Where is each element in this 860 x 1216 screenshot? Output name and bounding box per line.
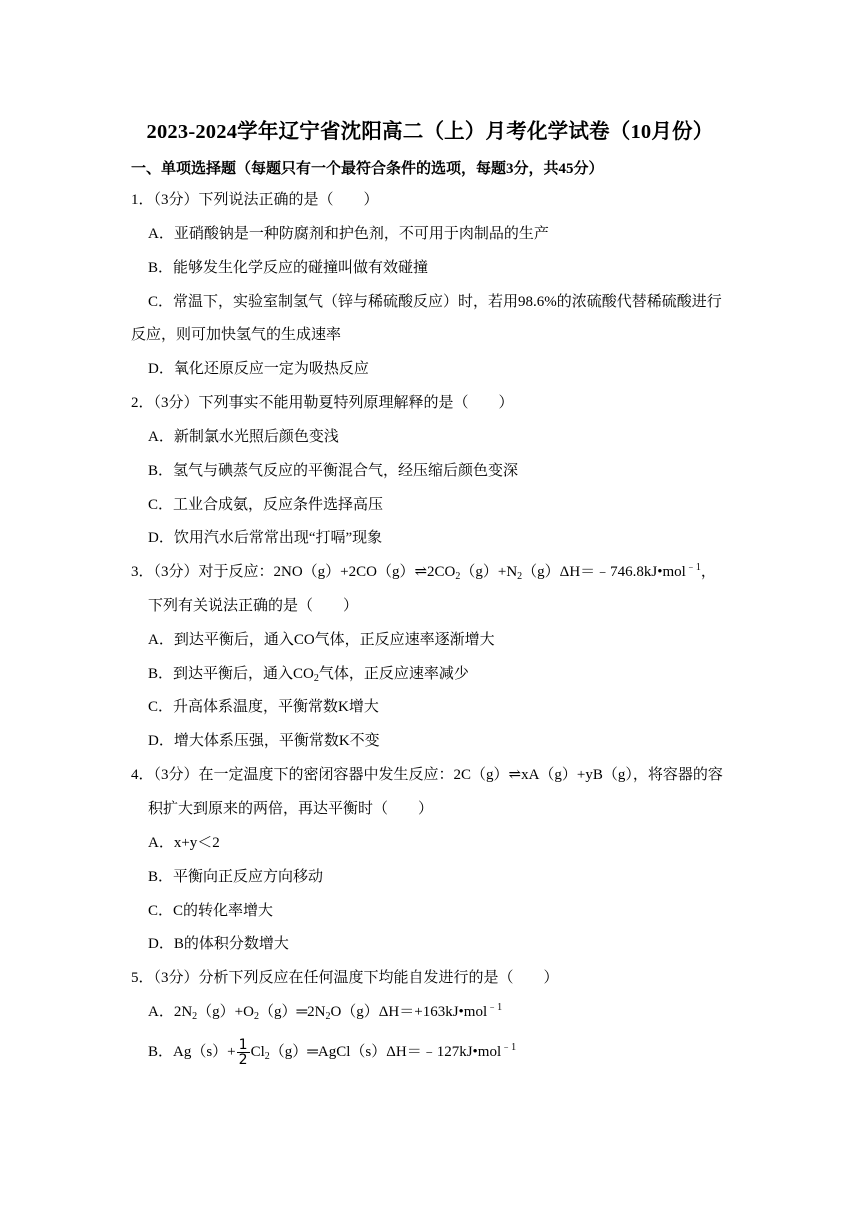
question-3-option-a: A．到达平衡后，通入CO气体，正反应速率逐渐增大 (148, 632, 495, 648)
question-4-option-a: A．x+y＜2 (148, 835, 220, 851)
question-3-stem-continued: 下列有关说法正确的是（ ） (148, 598, 359, 614)
question-3-option-d: D．增大体系压强，平衡常数K不变 (148, 733, 380, 749)
question-2-option-a: A．新制氯水光照后颜色变浅 (148, 429, 339, 445)
question-3-option-c: C．升高体系温度，平衡常数K增大 (148, 699, 379, 715)
question-5-option-a: A．$2N_2(g)+O_2(g)═2N_2O(g)\Delta H=+163kJ•mol^{﹣1}$ (148, 1002, 503, 1022)
question-4-stem: 4．（3分）在一定温度下的密闭容器中发生反应：2C（g）⇌xA（g）+yB（g），将容器的容 (131, 767, 723, 783)
question-2-stem: 2．（3分）下列事实不能用勒夏特列原理解释的是（ ） (131, 395, 514, 411)
question-2-option-d: D．饮用汽水后常常出现“打嗝”现象 (148, 530, 383, 546)
question-4-option-c: C．C的转化率增大 (148, 903, 274, 919)
question-1-option-c-continued: 反应，则可加快氢气的生成速率 (131, 327, 342, 343)
exam-title: 2023-2024学年辽宁省沈阳高二（上）月考化学试卷（10月份） (146, 121, 714, 143)
section-heading: 一、单项选择题（每题只有一个最符合条件的选项，每题3分，共45分） (131, 161, 604, 177)
question-1-stem: 1．（3分）下列说法正确的是（ ） (131, 192, 379, 208)
question-5-option-b: B．Ag（s）+ $\frac{1}{2}$ $Cl_2(g)═AgCl(s)\Delta H=﹣127kJ•mol^{﹣1}$ (148, 1037, 517, 1068)
question-2-option-b: B．氢气与碘蒸气反应的平衡混合气，经压缩后颜色变深 (148, 463, 519, 479)
question-4-stem-continued: 积扩大到原来的两倍，再达平衡时（ ） (148, 801, 434, 817)
question-2-option-c: C．工业合成氨，反应条件选择高压 (148, 497, 384, 513)
question-3-option-b: B．到达平衡后，通入$CO_2$气体，正反应速率减少 (148, 666, 469, 684)
question-1-option-b: B．能够发生化学反应的碰撞叫做有效碰撞 (148, 260, 429, 276)
question-1-option-a: A．亚硝酸钠是一种防腐剂和护色剂，不可用于肉制品的生产 (148, 226, 549, 242)
question-4-option-d: D．B的体积分数增大 (148, 936, 289, 952)
fraction-one-half: $\frac{1}{2}$ (238, 1037, 248, 1068)
question-4-option-b: B．平衡向正反应方向移动 (148, 869, 324, 885)
question-1-option-d: D．氧化还原反应一定为吸热反应 (148, 361, 369, 377)
question-1-option-c: C．常温下，实验室制氢气（锌与稀硫酸反应）时，若用98.6%的浓硫酸代替稀硫酸进行 (148, 294, 722, 310)
question-5-stem: 5．（3分）分析下列反应在任何温度下均能自发进行的是（ ） (131, 970, 559, 986)
question-3-stem: 3．（3分）对于反应：$2NO(g)+2CO(g)\rightleftharpoons 2CO_2(g)+N_2(g)\Delta H=﹣746.8kJ•mol^{﹣1}$， (131, 562, 716, 582)
